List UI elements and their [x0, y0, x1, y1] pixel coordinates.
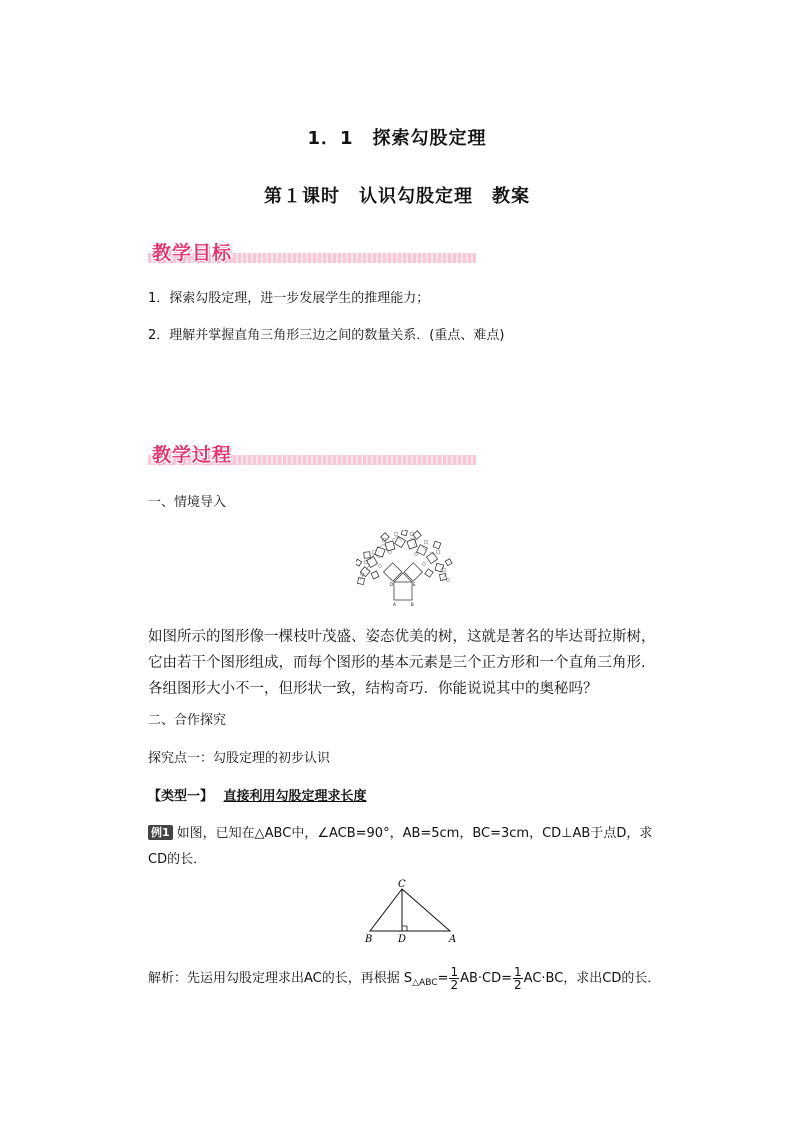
part1-title: 一、情境导入	[148, 495, 227, 510]
right-angle-mark	[402, 926, 407, 931]
type-heading	[148, 788, 367, 806]
label-b: B	[411, 602, 414, 607]
triangle-figure	[362, 878, 462, 944]
point1-title: 探究点一：勾股定理的初步认识	[148, 751, 331, 766]
type-label: 【类型一】	[148, 789, 214, 804]
label-a: A	[393, 602, 396, 607]
vertex-a: A	[449, 934, 457, 944]
label-d: D	[390, 582, 394, 587]
vertex-b: B	[365, 934, 373, 944]
document-title: 1．1 探索勾股定理	[307, 128, 487, 149]
fraction-half-2: $\frac{1}{2}$	[514, 965, 522, 992]
objective-item-1: 1．探索勾股定理，进一步发展学生的推理能力；	[148, 291, 430, 306]
triangle-abc	[370, 889, 450, 931]
objectives-heading-label: 教学目标	[152, 242, 233, 264]
leaf-cluster	[356, 530, 452, 584]
part2-title: 二、合作探究	[148, 713, 227, 728]
trunk-square	[394, 582, 412, 600]
analysis-mid1: AB·CD=	[460, 971, 513, 986]
analysis-prefix: 解析：先运用勾股定理求出AC的长，再根据 S	[148, 971, 413, 986]
example-text: 如图，已知在△ABC中，∠ACB=90°，AB=5cm，BC=3cm，CD⊥AB于点D，求CD的长．	[148, 826, 653, 867]
example-badge: 例1	[148, 825, 173, 840]
label-e: E	[413, 582, 416, 587]
example-1	[148, 821, 656, 873]
analysis-sub: △ABC	[412, 978, 438, 988]
objectives-heading	[148, 238, 476, 268]
analysis	[148, 964, 660, 998]
fraction-half-1: $\frac{1}{2}$	[450, 965, 459, 992]
intro-paragraph-text: 如图所示的图形像一棵枝叶茂盛、姿态优美的树，这就是著名的毕达哥拉斯树，它由若干个图形组成，而每个图形的基本元素是三个正方形和一个直角三角形.各组图形大小不一，但形状一致，结构奇巧．你能说说其中的奥秘吗？	[148, 629, 656, 697]
analysis-mid2: AC·BC，求出CD的长．	[523, 971, 661, 986]
process-heading	[148, 440, 476, 470]
objective-item-2: 2．理解并掌握直角三角形三边之间的数量关系．(重点、难点)	[148, 328, 505, 343]
process-heading-label: 教学过程	[152, 444, 233, 466]
vertex-c: C	[398, 879, 406, 890]
lesson-subtitle: 第１课时 认识勾股定理 教案	[264, 186, 530, 207]
type-title: 直接利用勾股定理求长度	[223, 789, 367, 804]
pythagoras-tree-figure	[356, 530, 456, 610]
analysis-eq: =	[437, 971, 449, 986]
foot-d: D	[398, 934, 407, 944]
intro-paragraph	[148, 624, 656, 702]
